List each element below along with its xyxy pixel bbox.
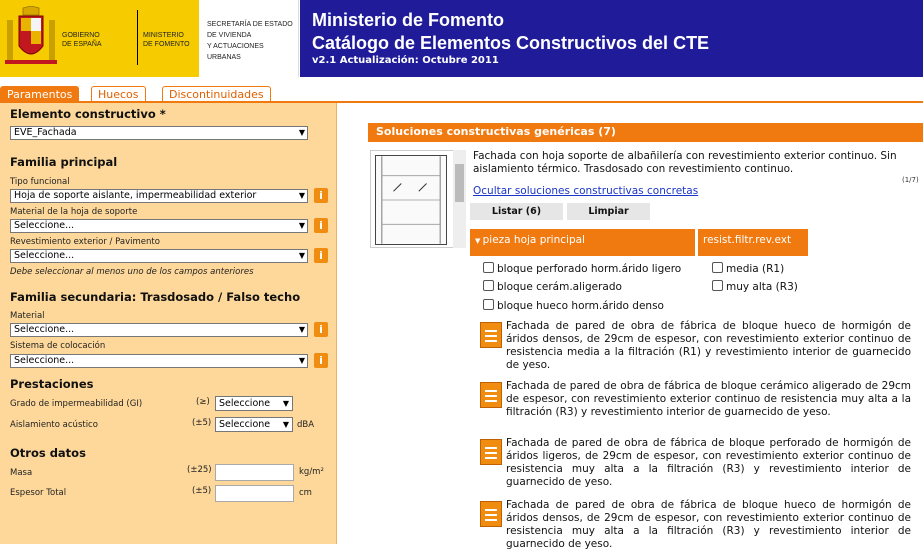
filter-header-resist: resist.filtr.rev.ext — [698, 229, 808, 256]
hide-solutions-link[interactable]: Ocultar soluciones constructivas concretas — [473, 185, 699, 197]
document-icon[interactable] — [480, 439, 502, 465]
material-select[interactable] — [10, 323, 308, 337]
chevron-down-icon: ▼ — [298, 251, 305, 260]
secretaria-line-1: SECRETARÍA DE ESTADO — [207, 21, 293, 28]
tab-paramentos[interactable]: Paramentos — [0, 86, 79, 102]
ministerio-line-1: MINISTERIO — [143, 32, 184, 39]
checkbox[interactable] — [712, 280, 723, 291]
info-icon[interactable]: i — [314, 353, 328, 368]
document-icon[interactable] — [480, 501, 502, 527]
sistema-select[interactable] — [10, 354, 308, 368]
wall-section-diagram — [375, 155, 447, 245]
chevron-down-icon: ▼ — [298, 325, 305, 334]
filter-option[interactable] — [712, 280, 798, 293]
familia-secundaria-heading: Familia secundaria: Trasdosado / Falso techo — [10, 290, 301, 304]
pager-label: (1/7) — [902, 176, 919, 184]
elemento-select[interactable] — [10, 126, 308, 140]
checkbox[interactable] — [483, 262, 494, 273]
masa-label: Masa — [10, 468, 33, 478]
gobierno-line-2: DE ESPAÑA — [62, 41, 102, 48]
filter-option-label: bloque perforado horm.árido ligero — [497, 263, 682, 275]
acustico-select[interactable] — [215, 417, 293, 432]
filter-option[interactable] — [483, 262, 681, 275]
solution-description: Fachada con hoja soporte de albañilería con revestimiento exterior continuo. Sin aislamiento térmico. Trasdosado con revestimiento continuo. — [473, 150, 897, 175]
checkbox[interactable] — [483, 299, 494, 310]
info-icon[interactable]: i — [314, 322, 328, 337]
otros-datos-heading: Otros datos — [10, 446, 86, 460]
sistema-label: Sistema de colocación — [10, 341, 106, 351]
elemento-heading: Elemento constructivo * — [10, 107, 166, 121]
result-text[interactable]: Fachada de pared de obra de fábrica de bloque cerámico aligerado de 29cm de espesor, con revestimiento exterior continuo de resistencia muy alta a la filtración (R3) y revestimiento interior de guarnecido de yeso. — [506, 380, 911, 418]
filter-option[interactable] — [483, 280, 622, 293]
page-header — [0, 0, 923, 77]
coat-of-arms-logo — [5, 6, 57, 68]
scrollbar-thumb[interactable] — [455, 164, 464, 202]
chevron-down-icon: ▼ — [298, 191, 305, 200]
masa-input[interactable] — [215, 464, 294, 481]
required-note: Debe seleccionar al menos uno de los campos anteriores — [10, 267, 254, 277]
logo-divider — [137, 10, 138, 65]
masa-unit: kg/m² — [299, 467, 324, 477]
tipo-funcional-value: Hoja de soporte aislante, impermeabilidad exterior — [14, 190, 257, 201]
secretaria-block — [199, 0, 299, 77]
material-label: Material — [10, 311, 45, 321]
material-hoja-select[interactable] — [10, 219, 308, 233]
filter-option-label: bloque hueco horm.árido denso — [497, 300, 664, 312]
info-icon[interactable]: i — [314, 248, 328, 263]
material-hoja-value: Seleccione... — [14, 220, 75, 231]
elemento-select-value: EVE_Fachada — [14, 127, 77, 138]
revestimiento-value: Seleccione... — [14, 250, 75, 261]
filter-header-pieza-label: pieza hoja principal — [482, 234, 585, 246]
chevron-down-icon: ▼ — [282, 399, 289, 408]
chevron-down-icon: ▼ — [298, 356, 305, 365]
filter-option[interactable] — [483, 299, 664, 312]
filter-option-label: media (R1) — [726, 263, 785, 275]
espesor-label: Espesor Total — [10, 488, 67, 498]
chevron-down-icon: ▼ — [298, 221, 305, 230]
gi-select[interactable] — [215, 396, 293, 411]
result-text[interactable]: Fachada de pared de obra de fábrica de bloque hueco de hormigón de áridos densos, de 29cm de espesor, con revestimiento exterior continuo de resistencia media a la filtración (R1) y revestimiento interior de guarnecido de yeso. — [506, 320, 911, 371]
acustico-unit: dBA — [297, 420, 315, 430]
thumbnail-scrollbar[interactable] — [453, 150, 466, 248]
document-icon[interactable] — [480, 382, 502, 408]
info-icon[interactable]: i — [314, 188, 328, 203]
checkbox[interactable] — [712, 262, 723, 273]
secretaria-line-2: DE VIVIENDA — [207, 32, 252, 39]
checkbox[interactable] — [483, 280, 494, 291]
solutions-header: Soluciones constructivas genéricas (7) — [368, 123, 923, 142]
material-value: Seleccione... — [14, 324, 75, 335]
acustico-value: Seleccione — [219, 419, 271, 430]
version-label: v2.1 Actualización: Octubre 2011 — [312, 55, 499, 66]
tab-huecos[interactable]: Huecos — [91, 86, 146, 102]
gi-label: Grado de impermeabilidad (GI) — [10, 399, 143, 409]
title-banner — [300, 0, 923, 77]
filter-option-label: bloque cerám.aligerado — [497, 281, 622, 293]
gi-comparator: (≥) — [196, 397, 210, 407]
acustico-comparator: (±5) — [192, 418, 212, 428]
espesor-comparator: (±5) — [192, 486, 212, 496]
espesor-input[interactable] — [215, 485, 294, 502]
chevron-down-icon: ▼ — [282, 420, 289, 429]
result-text[interactable]: Fachada de pared de obra de fábrica de bloque hueco de hormigón de áridos densos, de 29cm de espesor, con revestimiento exterior continuo de resistencia muy alta a la filtración (R3) y revestimiento interior de guarnecido de yeso. — [506, 499, 911, 550]
tab-discontinuidades[interactable]: Discontinuidades — [162, 86, 271, 102]
gobierno-line-1: GOBIERNO — [62, 32, 100, 39]
result-text[interactable]: Fachada de pared de obra de fábrica de bloque perforado de hormigón de áridos ligeros, de 29cm de espesor, con revestimiento exterior continuo de resistencia muy alta a la filtración (R3) y revestimiento interior de guarnecido de yeso. — [506, 437, 911, 488]
solution-thumbnail — [370, 150, 466, 248]
search-sidebar — [0, 103, 337, 544]
gi-value: Seleccione — [219, 398, 271, 409]
listar-button[interactable]: Listar (6) — [470, 203, 563, 220]
document-icon[interactable] — [480, 322, 502, 348]
revestimiento-select[interactable] — [10, 249, 308, 263]
secretaria-line-4: URBANAS — [207, 54, 241, 61]
tipo-funcional-label: Tipo funcional — [10, 177, 70, 187]
espesor-unit: cm — [299, 488, 312, 498]
triangle-down-icon: ▼ — [475, 237, 483, 245]
acustico-label: Aislamiento acústico — [10, 420, 98, 430]
info-icon[interactable]: i — [314, 218, 328, 233]
site-title: Ministerio de Fomento — [312, 10, 505, 30]
filter-option-label: muy alta (R3) — [726, 281, 798, 293]
prestaciones-heading: Prestaciones — [10, 377, 94, 391]
limpiar-button[interactable]: Limpiar — [567, 203, 650, 220]
catalog-title: Catálogo de Elementos Constructivos del CTE — [312, 33, 710, 53]
chevron-down-icon: ▼ — [298, 128, 305, 137]
filter-option[interactable] — [712, 262, 784, 275]
revestimiento-label: Revestimiento exterior / Pavimento — [10, 237, 160, 247]
sistema-value: Seleccione... — [14, 355, 75, 366]
gobierno-banner — [0, 0, 199, 77]
filter-header-pieza — [470, 229, 695, 256]
tipo-funcional-select[interactable] — [10, 189, 308, 203]
secretaria-line-3: Y ACTUACIONES — [207, 43, 264, 50]
ministerio-line-2: DE FOMENTO — [143, 41, 190, 48]
familia-principal-heading: Familia principal — [10, 155, 118, 169]
material-hoja-label: Material de la hoja de soporte — [10, 207, 138, 217]
masa-comparator: (±25) — [187, 465, 212, 475]
